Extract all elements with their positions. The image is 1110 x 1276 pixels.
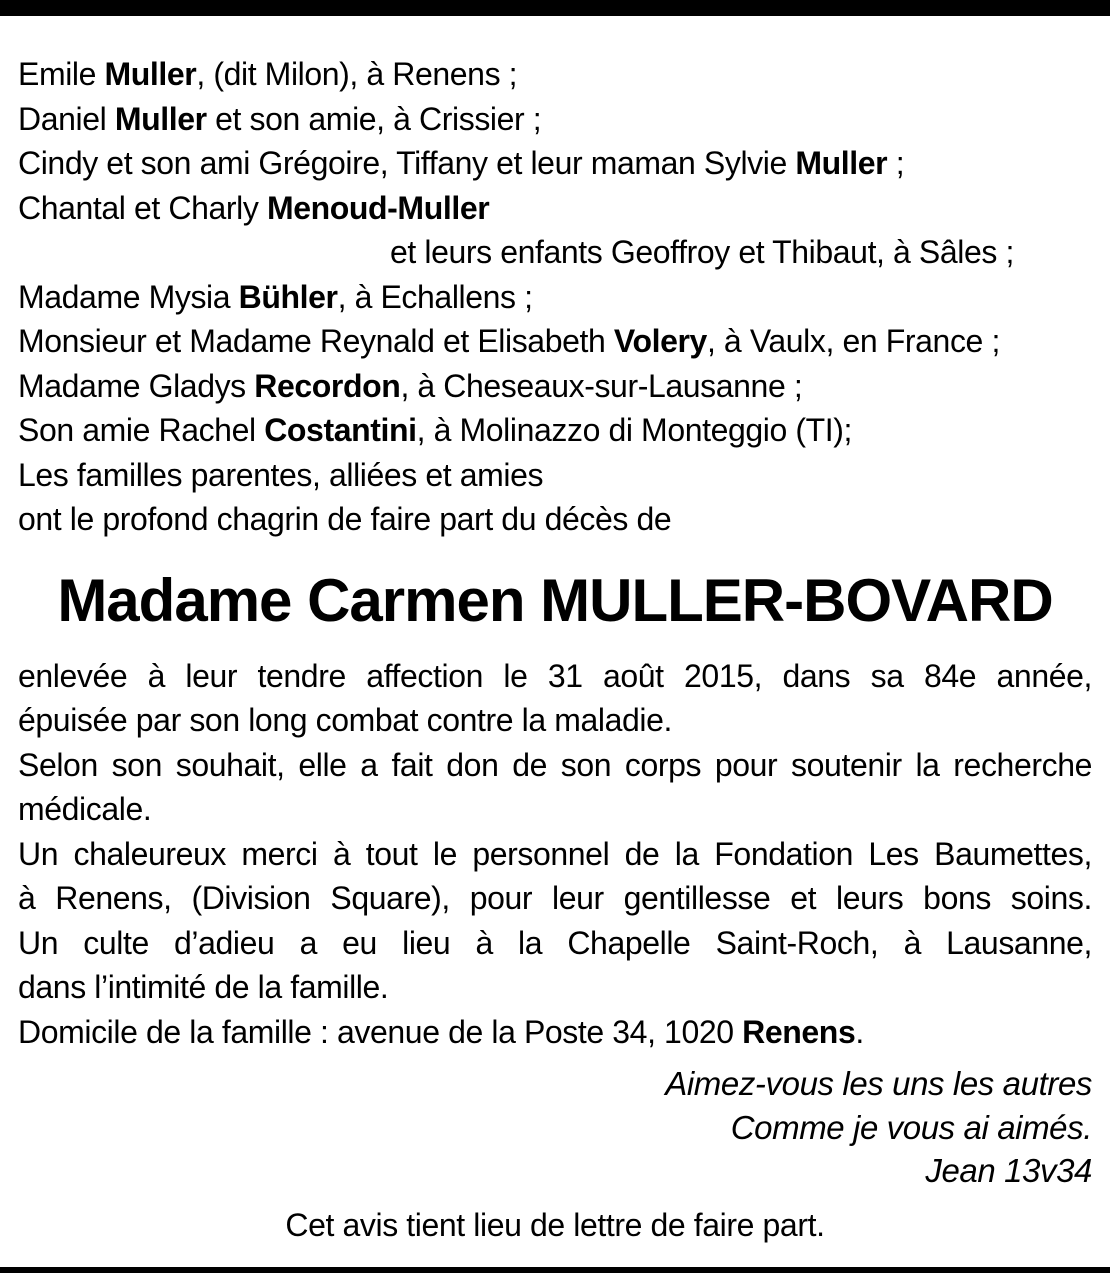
body-line — [18, 965, 1092, 1010]
scripture-quote — [18, 1062, 1092, 1193]
body-line — [18, 876, 1092, 921]
text-segment: Madame Mysia — [18, 278, 239, 315]
text-segment: . — [855, 1013, 864, 1050]
body-line — [18, 832, 1092, 877]
surname-bold: Muller — [114, 100, 207, 137]
text-segment: , à Vaulx, en France ; — [706, 323, 1000, 359]
family-line — [18, 52, 1092, 97]
text-segment: Un culte d’adieu a eu lieu à la Chapelle Saint-Roch, à Lausanne, — [18, 924, 1092, 961]
text-segment: Madame Gladys — [18, 367, 255, 404]
surname-bold: Renens — [742, 1013, 856, 1050]
body-line — [18, 921, 1092, 966]
family-line — [18, 408, 1092, 453]
text-segment: Son amie Rachel — [18, 412, 265, 448]
family-line — [18, 364, 1092, 409]
body-line — [18, 698, 1092, 743]
text-segment: Comme je vous ai aimés. — [730, 1108, 1092, 1146]
text-segment: et son amie, à Crissier ; — [206, 100, 542, 137]
text-segment: Les familles parentes, alliées et amies — [18, 456, 544, 493]
body-line — [18, 743, 1092, 788]
text-segment: épuisée par son long combat contre la maladie. — [18, 702, 673, 738]
text-segment: médicale. — [18, 791, 152, 827]
body-line — [18, 787, 1092, 832]
text-segment: dans l’intimité de la famille. — [18, 969, 389, 1005]
text-segment: , à Molinazzo di Monteggio (TI); — [416, 412, 853, 448]
quote-line — [18, 1062, 1092, 1106]
surname-bold: Recordon — [254, 367, 401, 404]
body-text-section — [18, 654, 1092, 1055]
family-line — [18, 186, 1092, 231]
text-segment: et leurs enfants Geoffroy et Thibaut, à Sâles ; — [390, 234, 1014, 270]
notice-content — [0, 16, 1110, 1247]
body-line — [18, 1010, 1092, 1055]
text-segment: Jean 13v34 — [925, 1152, 1092, 1189]
text-segment: Selon son souhait, elle a fait don de son corps pour soutenir la recherche — [18, 746, 1092, 783]
body-line — [18, 654, 1092, 699]
text-segment: ont le profond chagrin de faire part du décès de — [18, 501, 672, 537]
surname-bold: Costantini — [264, 412, 417, 448]
quote-line — [18, 1149, 1092, 1193]
surname-bold: Volery — [613, 323, 707, 359]
text-segment: Daniel — [18, 100, 115, 137]
text-segment: , à Echallens ; — [337, 278, 533, 315]
text-segment: ; — [887, 145, 905, 181]
surname-bold: Menoud-Muller — [266, 189, 490, 226]
text-segment: Emile — [18, 56, 105, 92]
deceased-name-heading: Madame Carmen MULLER-BOVARD — [57, 566, 1053, 634]
text-segment: Domicile de la famille : avenue de la Poste 34, 1020 — [18, 1013, 743, 1050]
surname-bold: Bühler — [238, 278, 338, 315]
family-line — [18, 319, 1092, 364]
quote-line — [18, 1106, 1092, 1150]
text-segment: Monsieur et Madame Reynald et Elisabeth — [18, 323, 614, 359]
text-segment: Aimez-vous les uns les autres — [665, 1065, 1092, 1102]
text-segment: , (dit Milon), à Renens ; — [196, 56, 518, 92]
closing-statement: Cet avis tient lieu de lettre de faire part. — [285, 1206, 825, 1243]
surname-bold: Muller — [104, 56, 197, 92]
text-segment: Chantal et Charly — [18, 189, 267, 226]
family-line — [18, 230, 1092, 275]
family-line — [18, 275, 1092, 320]
family-line — [18, 497, 1092, 542]
family-line — [18, 141, 1092, 186]
family-line — [18, 453, 1092, 498]
text-segment: enlevée à leur tendre affection le 31 août 2015, dans sa 84e année, — [18, 657, 1092, 694]
surname-bold: Muller — [795, 145, 888, 181]
text-segment: Cindy et son ami Grégoire, Tiffany et leur maman Sylvie — [18, 145, 796, 181]
text-segment: , à Cheseaux-sur-Lausanne ; — [400, 367, 803, 404]
text-segment: Un chaleureux merci à tout le personnel de la Fondation Les Baumettes, — [18, 835, 1092, 872]
family-line — [18, 97, 1092, 142]
family-lines-section — [18, 52, 1092, 542]
bottom-rule — [0, 1267, 1110, 1273]
top-rule — [0, 0, 1110, 16]
text-segment: à Renens, (Division Square), pour leur gentillesse et leurs bons soins. — [18, 880, 1092, 916]
